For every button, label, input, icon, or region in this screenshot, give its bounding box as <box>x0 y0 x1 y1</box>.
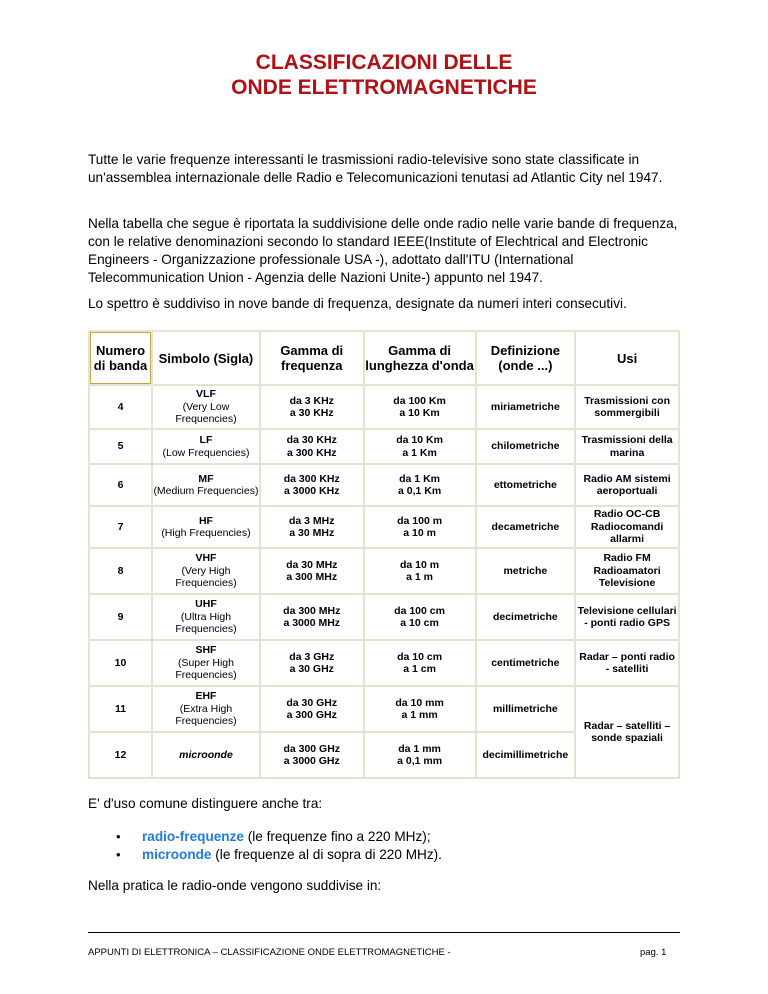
footer-title: APPUNTI DI ELETTRONICA – CLASSIFICAZIONE ONDE ELETTROMAGNETICHE - <box>88 947 451 958</box>
intro-paragraph-1: Tutte le varie frequenze interessanti le trasmissioni radio-televisive sono state classificate in un'assemblea internazionale delle Radio e Telecomunicazioni tenutasi ad Atlantic City nel 1947. <box>88 152 663 185</box>
table-header-row <box>90 332 678 384</box>
wave-type-list <box>116 828 442 864</box>
wave-definition: centimetriche <box>477 641 575 685</box>
table-row <box>90 386 678 428</box>
wavelength-range: da 100 Km a 10 Km <box>365 386 475 428</box>
wavelength-range: da 100 cm a 10 cm <box>365 595 475 639</box>
header-symbol: Simbolo (Sigla) <box>153 332 259 384</box>
band-symbol: UHF (Ultra High Frequencies) <box>153 595 259 639</box>
band-symbol: microonde <box>153 733 259 777</box>
bullet-icon: • <box>116 829 121 844</box>
band-number: 12 <box>90 733 151 777</box>
band-number: 9 <box>90 595 151 639</box>
band-symbol: LF (Low Frequencies) <box>153 430 259 463</box>
wave-definition: miriametriche <box>477 386 575 428</box>
wave-definition: decametriche <box>477 507 575 547</box>
band-uses: Radar – ponti radio - satelliti <box>576 641 678 685</box>
header-wavelength-range: Gamma di lunghezza d'onda <box>365 332 475 384</box>
band-uses: Trasmissioni della marina <box>576 430 678 463</box>
frequency-range: da 30 GHz a 300 GHz <box>261 687 363 731</box>
list-item: • radio-frequenze (le frequenze fino a 220 MHz); <box>116 829 431 844</box>
band-symbol: HF (High Frequencies) <box>153 507 259 547</box>
frequency-range: da 300 KHz a 3000 KHz <box>261 465 363 505</box>
band-number: 8 <box>90 549 151 593</box>
title-line-1: CLASSIFICAZIONI DELLE <box>255 51 513 74</box>
frequency-range: da 3 KHz a 30 KHz <box>261 386 363 428</box>
wavelength-range: da 10 mm a 1 mm <box>365 687 475 731</box>
header-band-number: Numero di banda <box>90 332 151 384</box>
wavelength-range: da 1 mm a 0,1 mm <box>365 733 475 777</box>
band-uses: Radio FM Radioamatori Televisione <box>576 549 678 593</box>
band-number: 6 <box>90 465 151 505</box>
frequency-range: da 3 MHz a 30 MHz <box>261 507 363 547</box>
table-row <box>90 507 678 547</box>
band-number: 11 <box>90 687 151 731</box>
band-number: 10 <box>90 641 151 685</box>
frequency-range: da 3 GHz a 30 GHz <box>261 641 363 685</box>
bullet-icon: • <box>116 847 121 862</box>
wavelength-range: da 100 m a 10 m <box>365 507 475 547</box>
frequency-range: da 30 MHz a 300 MHz <box>261 549 363 593</box>
wave-definition: decimetriche <box>477 595 575 639</box>
band-uses: Televisione cellulari - ponti radio GPS <box>576 595 678 639</box>
band-symbol: EHF (Extra High Frequencies) <box>153 687 259 731</box>
table-row <box>90 549 678 593</box>
header-definition: Definizione (onde ...) <box>477 332 575 384</box>
practice-text: Nella pratica le radio-onde vengono suddivise in: <box>88 878 382 893</box>
wavelength-range: da 10 cm a 1 cm <box>365 641 475 685</box>
band-number: 7 <box>90 507 151 547</box>
wave-definition: metriche <box>477 549 575 593</box>
band-number: 5 <box>90 430 151 463</box>
term-microonde: microonde <box>142 847 212 862</box>
table-row <box>90 687 678 731</box>
band-uses: Radar – satelliti – sonde spaziali <box>576 687 678 777</box>
intro-paragraph-3: Lo spettro è suddiviso in nove bande di frequenza, designate da numeri interi consecutivi. <box>88 296 627 311</box>
wave-definition: ettometriche <box>477 465 575 505</box>
band-symbol: VLF (Very Low Frequencies) <box>153 386 259 428</box>
band-uses: Trasmissioni con sommergibili <box>576 386 678 428</box>
band-symbol: VHF (Very High Frequencies) <box>153 549 259 593</box>
header-frequency-range: Gamma di frequenza <box>261 332 363 384</box>
wavelength-range: da 10 Km a 1 Km <box>365 430 475 463</box>
wavelength-range: da 1 Km a 0,1 Km <box>365 465 475 505</box>
table-row <box>90 641 678 685</box>
band-number: 4 <box>90 386 151 428</box>
wave-definition: chilometriche <box>477 430 575 463</box>
band-symbol: MF (Medium Frequencies) <box>153 465 259 505</box>
title-line-2: ONDE ELETTROMAGNETICHE <box>231 76 537 99</box>
frequency-range: da 300 MHz a 3000 MHz <box>261 595 363 639</box>
band-symbol: SHF (Super High Frequencies) <box>153 641 259 685</box>
header-uses: Usi <box>576 332 678 384</box>
page-number: pag. 1 <box>640 947 667 958</box>
band-uses: Radio OC-CB Radiocomandi allarmi <box>576 507 678 547</box>
footer-divider <box>88 932 680 933</box>
frequency-bands-table <box>88 330 680 779</box>
frequency-range: da 30 KHz a 300 KHz <box>261 430 363 463</box>
table-row <box>90 465 678 505</box>
wave-definition: millimetriche <box>477 687 575 731</box>
intro-paragraph-2: Nella tabella che segue è riportata la suddivisione delle onde radio nelle varie bande di frequenza, con le relative denominazioni secondo lo standard IEEE(Institute of Elechtrical and Electronic Engineers - Organizzazione professionale USA -), adottato dall'ITU (International Telecommunication Union - Agenzia delle Nazioni Unite-) appunto nel 1947. <box>88 216 678 285</box>
distinguish-text: E' d'uso comune distinguere anche tra: <box>88 796 323 811</box>
wave-definition: decimillimetriche <box>477 733 575 777</box>
page-title <box>0 50 768 100</box>
band-uses: Radio AM sistemi aeroportuali <box>576 465 678 505</box>
list-item: • microonde (le frequenze al di sopra di 220 MHz). <box>116 847 442 862</box>
frequency-range: da 300 GHz a 3000 GHz <box>261 733 363 777</box>
wavelength-range: da 10 m a 1 m <box>365 549 475 593</box>
term-radio-frequenze: radio-frequenze <box>142 829 244 844</box>
table-row <box>90 595 678 639</box>
table-row <box>90 430 678 463</box>
